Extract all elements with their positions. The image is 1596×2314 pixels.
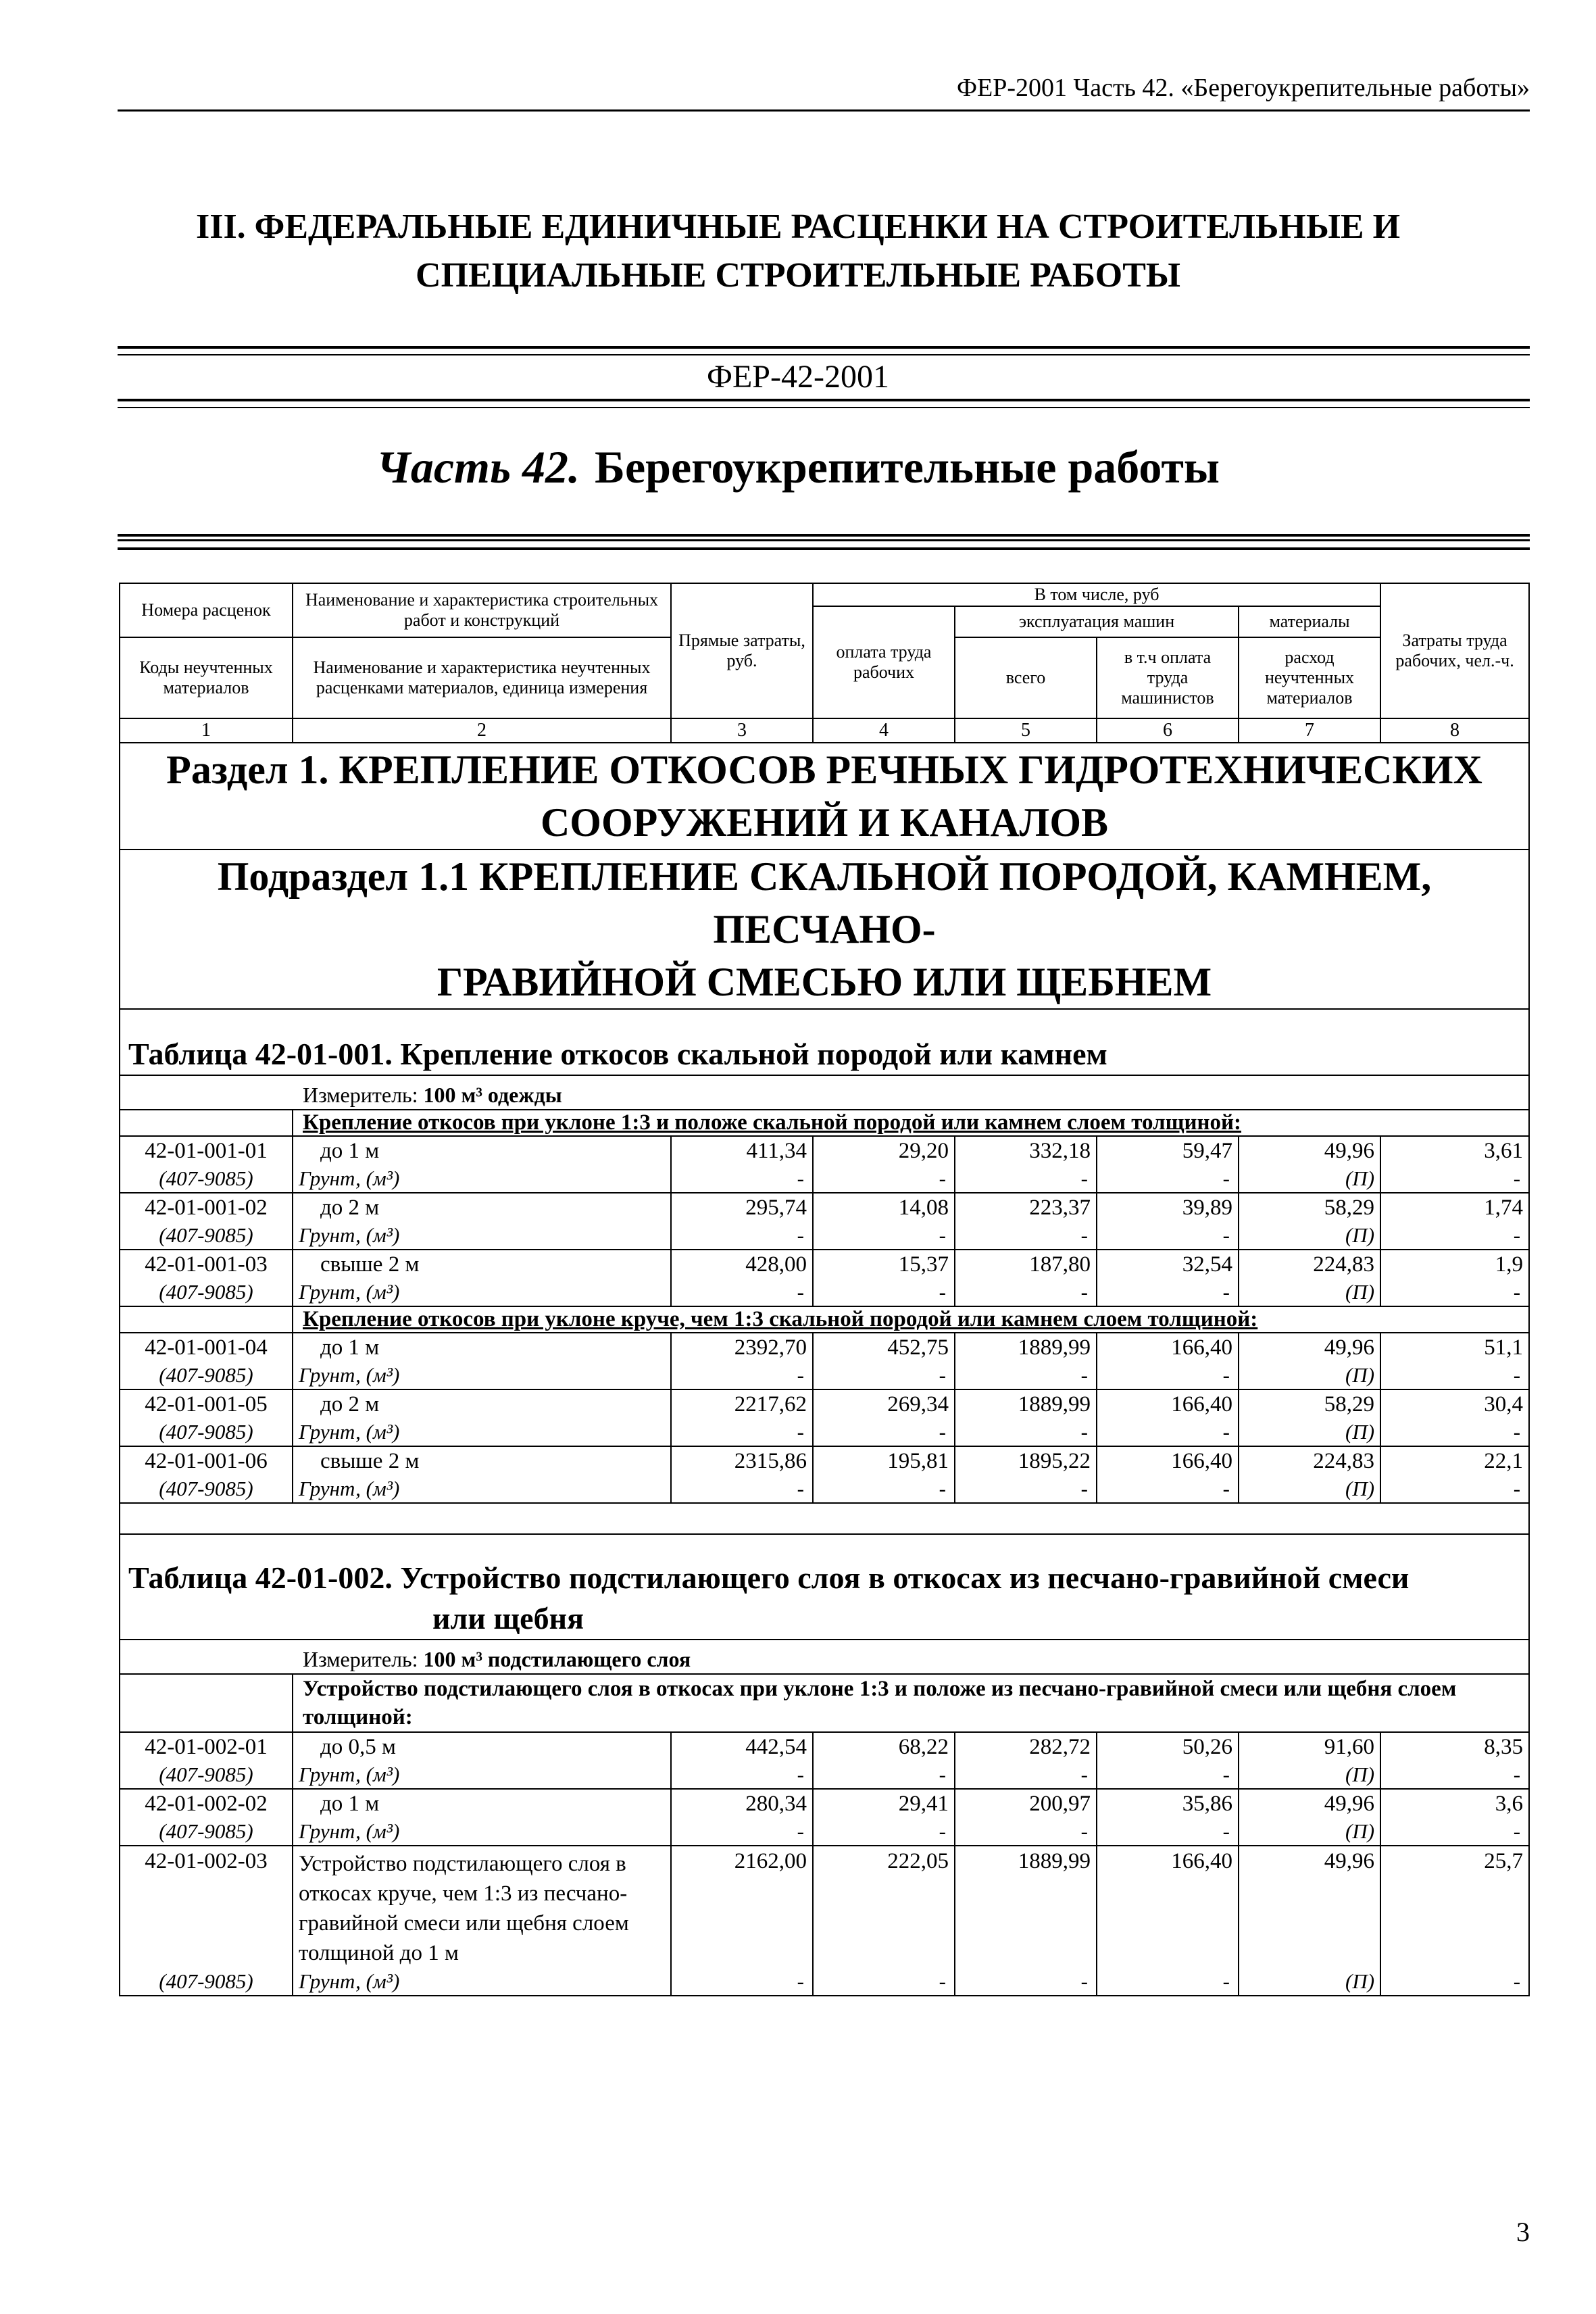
rate-code: 42-01-002-01 [120,1732,293,1761]
materials: 49,96 [1239,1846,1380,1968]
machines-total: 187,80 [955,1250,1097,1279]
group-title: Устройство подстилающего слоя в откосах при уклоне 1:3 и положе из песчано-гравийной смеси или щебня слоем толщиной: [293,1674,1529,1732]
dash: - [955,1818,1097,1846]
wages: 29,20 [813,1136,955,1165]
table-row-material [120,1419,1529,1446]
double-rule-top [118,346,1530,355]
dash: - [1380,1165,1529,1193]
table-row [120,1136,1529,1165]
material-code: (407-9085) [120,1362,293,1389]
wages: 14,08 [813,1193,955,1222]
material-value: (П) [1239,1761,1380,1789]
materials: 224,83 [1239,1250,1380,1279]
meter-label: Измеритель: [303,1083,418,1107]
direct-costs: 2315,86 [671,1446,813,1475]
machines-total: 332,18 [955,1136,1097,1165]
materials: 224,83 [1239,1446,1380,1475]
table-title-002-line-1: Таблица 42-01-002. Устройство подстилающего слоя в откосах из песчано-гравийной смеси [128,1560,1410,1595]
material-code: (407-9085) [120,1279,293,1306]
material-value: (П) [1239,1279,1380,1306]
material-code: (407-9085) [120,1968,293,1996]
dash: - [955,1165,1097,1193]
labor: 1,74 [1380,1193,1529,1222]
table-title-001: Таблица 42-01-001. Крепление откосов скальной породой или камнем [120,1009,1529,1075]
table-row [120,1732,1529,1761]
meter-line-002 [120,1640,1529,1674]
dash: - [1097,1968,1239,1996]
dash: - [955,1475,1097,1503]
table-row-material [120,1279,1529,1306]
rates-table [119,583,1530,1996]
header-wages: оплата труда рабочих [813,606,955,718]
header-col2-bottom: Наименование и характеристика неучтенных расценками материалов, единица измерения [293,637,671,718]
material-value: (П) [1239,1362,1380,1389]
running-header: ФЕР-2001 Часть 42. «Берегоукрепительные работы» [957,74,1530,102]
subsection-title [120,850,1529,1009]
group-spacer [120,1306,293,1333]
col-number: 2 [293,718,671,743]
col-number: 8 [1380,718,1529,743]
part-prefix: Часть 42. [376,441,580,493]
header-machines-total: всего [955,637,1097,718]
labor: 51,1 [1380,1333,1529,1362]
table-row [120,1446,1529,1475]
dash: - [1097,1362,1239,1389]
col-number: 5 [955,718,1097,743]
material-name: Грунт, (м³) [293,1761,671,1789]
header-rule [118,109,1530,112]
direct-costs: 2392,70 [671,1333,813,1362]
labor: 30,4 [1380,1389,1529,1419]
table-row-material [120,1818,1529,1846]
material-value: (П) [1239,1222,1380,1250]
labor: 25,7 [1380,1846,1529,1968]
material-name: Грунт, (м³) [293,1362,671,1389]
dash: - [671,1818,813,1846]
dash: - [955,1761,1097,1789]
header-col2-top: Наименование и характеристика строительных работ и конструкций [293,583,671,637]
dash: - [671,1165,813,1193]
wages: 269,34 [813,1389,955,1419]
col-number: 4 [813,718,955,743]
dash: - [1380,1818,1529,1846]
material-name: Грунт, (м³) [293,1818,671,1846]
dash: - [1097,1222,1239,1250]
table-row [120,1389,1529,1419]
dash: - [1097,1475,1239,1503]
material-value: (П) [1239,1818,1380,1846]
col-number: 6 [1097,718,1239,743]
direct-costs: 2162,00 [671,1846,813,1968]
meter-value: 100 м³ одежды [423,1083,562,1107]
header-labor: Затраты труда рабочих, чел.-ч. [1380,583,1529,718]
rate-code: 42-01-002-02 [120,1789,293,1818]
rate-name: свыше 2 м [293,1250,671,1279]
rate-name: до 2 м [293,1389,671,1419]
rate-code: 42-01-002-03 [120,1846,293,1968]
group-spacer [120,1110,293,1136]
dash: - [813,1419,955,1446]
header-col1-bottom: Коды неучтенных материалов [120,637,293,718]
machinists-wages: 166,40 [1097,1446,1239,1475]
dash: - [671,1279,813,1306]
direct-costs: 2217,62 [671,1389,813,1419]
dash: - [1097,1279,1239,1306]
dash: - [1380,1279,1529,1306]
part-title [0,441,1596,494]
rate-name: Устройство подстилающего слоя в откосах круче, чем 1:3 из песчано-гравийной смеси или щебня слоем толщиной до 1 м [293,1846,671,1968]
material-code: (407-9085) [120,1165,293,1193]
group-title: Крепление откосов при уклоне круче, чем 1:3 скальной породой или камнем слоем толщиной: [293,1306,1529,1333]
table-row-material [120,1362,1529,1389]
dash: - [671,1222,813,1250]
direct-costs: 442,54 [671,1732,813,1761]
labor: 3,6 [1380,1789,1529,1818]
header-direct-costs: Прямые затраты, руб. [671,583,813,718]
double-rule-bottom [118,399,1530,408]
table-row [120,1333,1529,1362]
dash: - [1380,1362,1529,1389]
dash: - [813,1761,955,1789]
material-value: (П) [1239,1419,1380,1446]
dash: - [1380,1475,1529,1503]
wages: 68,22 [813,1732,955,1761]
wages: 452,75 [813,1333,955,1362]
dash: - [813,1475,955,1503]
table-row-material [120,1165,1529,1193]
machinists-wages: 166,40 [1097,1846,1239,1968]
dash: - [955,1279,1097,1306]
dash: - [1380,1222,1529,1250]
header-consumption: расход неучтенных материалов [1239,637,1380,718]
machines-total: 223,37 [955,1193,1097,1222]
material-name: Грунт, (м³) [293,1165,671,1193]
subsection-title-line-2: ГРАВИЙНОЙ СМЕСЬЮ ИЛИ ЩЕБНЕМ [437,960,1212,1004]
meter-label: Измеритель: [303,1647,418,1671]
dash: - [671,1761,813,1789]
group-title: Крепление откосов при уклоне 1:3 и положе скальной породой или камнем слоем толщиной: [293,1110,1529,1136]
dash: - [813,1968,955,1996]
rate-code: 42-01-001-06 [120,1446,293,1475]
dash: - [671,1475,813,1503]
meter-value: 100 м³ подстилающего слоя [423,1647,691,1671]
code-title: ФЕР-42-2001 [707,359,889,395]
table-row-material [120,1761,1529,1789]
machines-total: 1895,22 [955,1446,1097,1475]
labor: 1,9 [1380,1250,1529,1279]
material-value: (П) [1239,1968,1380,1996]
machinists-wages: 166,40 [1097,1389,1239,1419]
materials: 49,96 [1239,1789,1380,1818]
wages: 195,81 [813,1446,955,1475]
machines-total: 1889,99 [955,1333,1097,1362]
rate-code: 42-01-001-02 [120,1193,293,1222]
col-number: 7 [1239,718,1380,743]
table-row-material [120,1968,1529,1996]
dash: - [955,1362,1097,1389]
material-code: (407-9085) [120,1222,293,1250]
labor: 22,1 [1380,1446,1529,1475]
wages: 29,41 [813,1789,955,1818]
machinists-wages: 50,26 [1097,1732,1239,1761]
material-value: (П) [1239,1475,1380,1503]
dash: - [1380,1968,1529,1996]
rate-name: до 1 м [293,1789,671,1818]
dash: - [955,1222,1097,1250]
dash: - [1380,1761,1529,1789]
machinists-wages: 166,40 [1097,1333,1239,1362]
direct-costs: 411,34 [671,1136,813,1165]
dash: - [813,1362,955,1389]
material-name: Грунт, (м³) [293,1419,671,1446]
machinists-wages: 39,89 [1097,1193,1239,1222]
machinists-wages: 35,86 [1097,1789,1239,1818]
machinists-wages: 32,54 [1097,1250,1239,1279]
main-title-line-2: СПЕЦИАЛЬНЫЕ СТРОИТЕЛЬНЫЕ РАБОТЫ [416,256,1180,295]
materials: 58,29 [1239,1389,1380,1419]
labor: 8,35 [1380,1732,1529,1761]
machines-total: 282,72 [955,1732,1097,1761]
materials: 49,96 [1239,1333,1380,1362]
dash: - [1097,1818,1239,1846]
main-title-line-1: III. ФЕДЕРАЛЬНЫЕ ЕДИНИЧНЫЕ РАСЦЕНКИ НА СТРОИТЕЛЬНЫЕ И [195,207,1401,246]
material-name: Грунт, (м³) [293,1279,671,1306]
col-number: 3 [671,718,813,743]
machines-total: 1889,99 [955,1389,1097,1419]
spacer [120,1503,1529,1534]
header-machines: эксплуатация машин [955,606,1239,637]
material-value: (П) [1239,1165,1380,1193]
material-code: (407-9085) [120,1419,293,1446]
rate-code: 42-01-001-05 [120,1389,293,1419]
section-title [120,743,1529,850]
rate-name: до 2 м [293,1193,671,1222]
dash: - [1097,1165,1239,1193]
meter-line-001 [120,1075,1529,1110]
material-name: Грунт, (м³) [293,1968,671,1996]
header-incl: В том числе, руб [813,583,1380,606]
material-name: Грунт, (м³) [293,1222,671,1250]
table-row-material [120,1222,1529,1250]
header-machinists-wages: в т.ч оплата труда машинистов [1097,637,1239,718]
triple-rule [118,534,1530,550]
rate-code: 42-01-001-03 [120,1250,293,1279]
rate-name: до 1 м [293,1333,671,1362]
dash: - [671,1362,813,1389]
direct-costs: 428,00 [671,1250,813,1279]
col-number: 1 [120,718,293,743]
dash: - [671,1968,813,1996]
labor: 3,61 [1380,1136,1529,1165]
table-row-material [120,1475,1529,1503]
wages: 15,37 [813,1250,955,1279]
table-row [120,1193,1529,1222]
table-title-002 [120,1534,1529,1640]
header-materials: материалы [1239,606,1380,637]
dash: - [1097,1761,1239,1789]
rate-code: 42-01-001-04 [120,1333,293,1362]
rate-name: до 1 м [293,1136,671,1165]
dash: - [1380,1419,1529,1446]
material-code: (407-9085) [120,1761,293,1789]
table-row [120,1250,1529,1279]
material-code: (407-9085) [120,1475,293,1503]
dash: - [671,1419,813,1446]
material-code: (407-9085) [120,1818,293,1846]
rate-code: 42-01-001-01 [120,1136,293,1165]
direct-costs: 280,34 [671,1789,813,1818]
dash: - [1097,1419,1239,1446]
table-title-002-line-2: или щебня [432,1601,584,1635]
table-row [120,1846,1529,1968]
materials: 91,60 [1239,1732,1380,1761]
main-title [0,203,1596,300]
dash: - [813,1279,955,1306]
dash: - [813,1165,955,1193]
rate-name: свыше 2 м [293,1446,671,1475]
part-name: Берегоукрепительные работы [595,441,1220,493]
wages: 222,05 [813,1846,955,1968]
machines-total: 200,97 [955,1789,1097,1818]
table-row [120,1789,1529,1818]
section-title-line-2: СООРУЖЕНИЙ И КАНАЛОВ [540,800,1109,845]
subsection-title-line-1: Подраздел 1.1 КРЕПЛЕНИЕ СКАЛЬНОЙ ПОРОДОЙ, КАМНЕМ, ПЕСЧАНО- [217,854,1432,952]
group-spacer [120,1674,293,1732]
dash: - [813,1818,955,1846]
dash: - [955,1968,1097,1996]
machinists-wages: 59,47 [1097,1136,1239,1165]
material-name: Грунт, (м³) [293,1475,671,1503]
materials: 58,29 [1239,1193,1380,1222]
dash: - [813,1222,955,1250]
direct-costs: 295,74 [671,1193,813,1222]
materials: 49,96 [1239,1136,1380,1165]
header-col1-top: Номера расценок [120,583,293,637]
rate-name: до 0,5 м [293,1732,671,1761]
machines-total: 1889,99 [955,1846,1097,1968]
dash: - [955,1419,1097,1446]
section-title-line-1: Раздел 1. КРЕПЛЕНИЕ ОТКОСОВ РЕЧНЫХ ГИДРОТЕХНИЧЕСКИХ [166,747,1482,792]
page-number: 3 [1516,2217,1530,2247]
